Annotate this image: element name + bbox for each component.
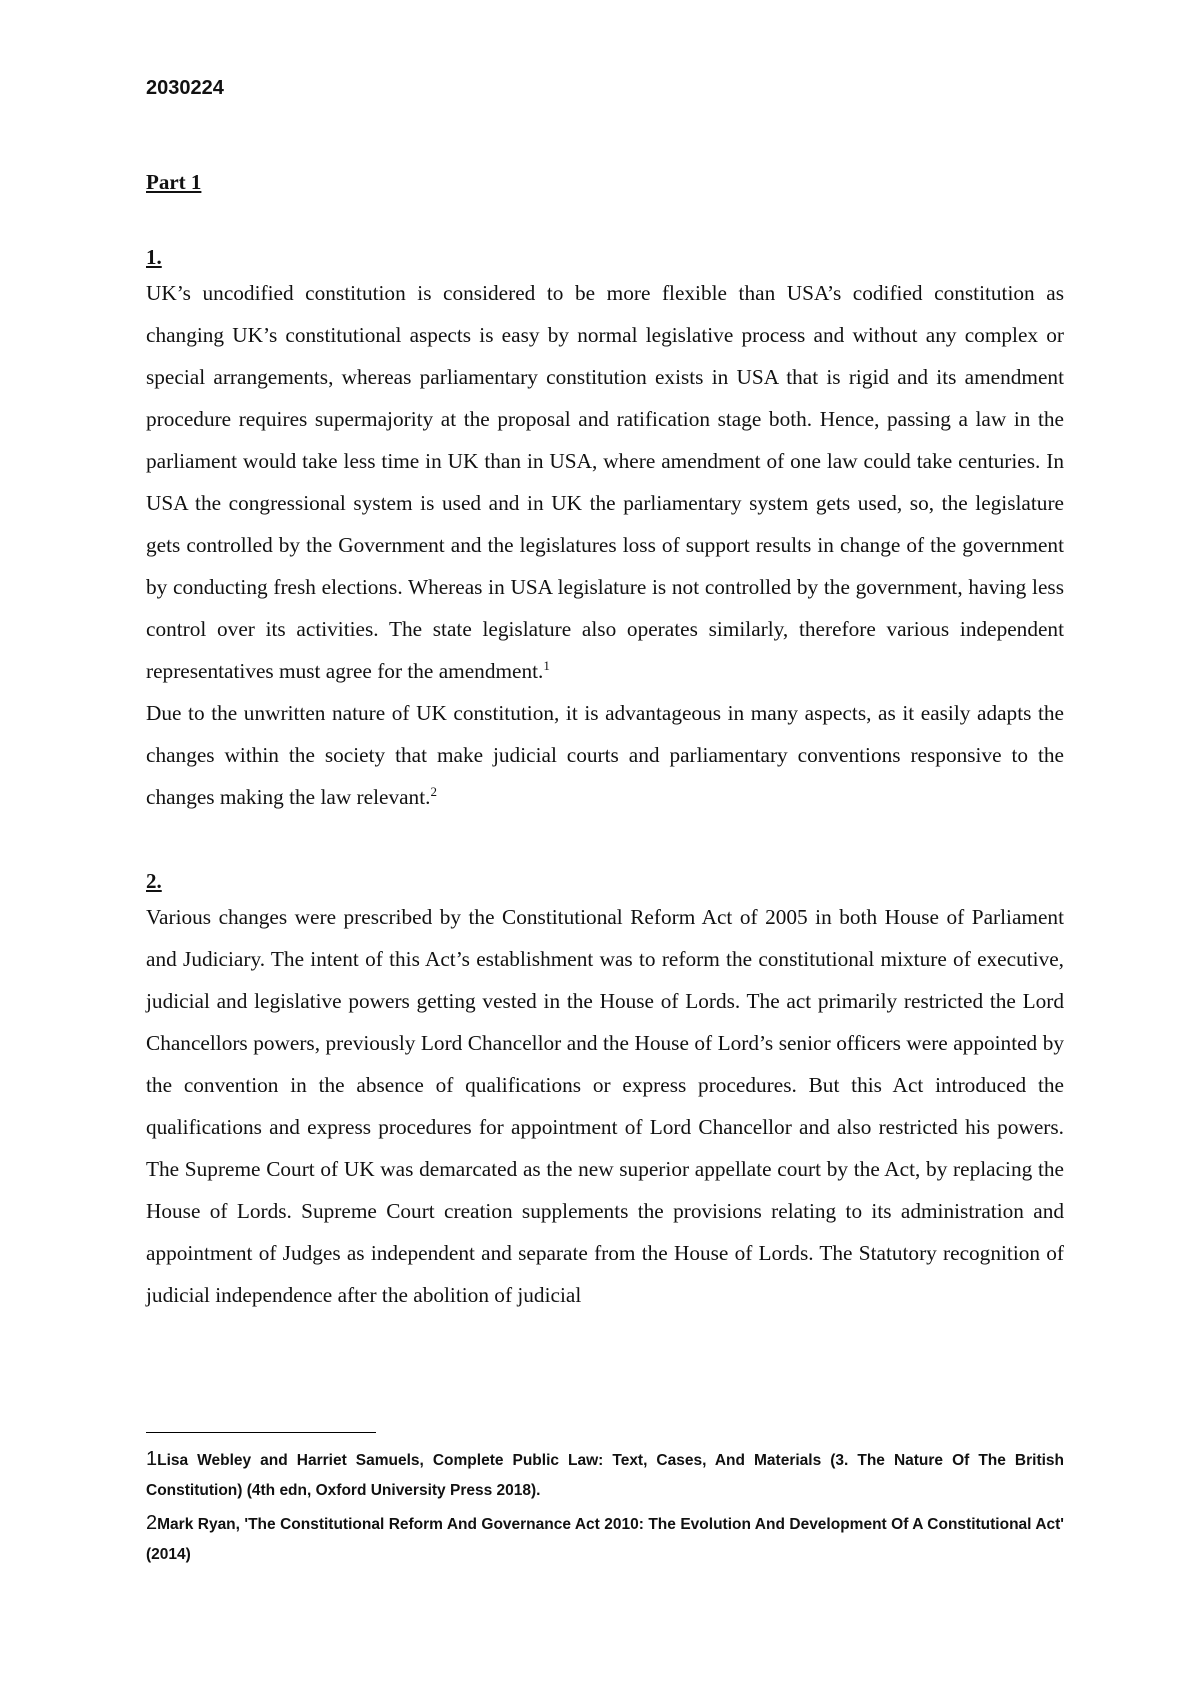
paragraph-text: UK’s uncodified constitution is considered to be more flexible than USA’s codified constitution as changing UK’s constitutional aspects is easy by normal legislative process and without any complex or special arrangements, whereas parliamentary constitution exists in USA that is rigid and its amendment procedure requires supermajority at the proposal and ratification stage both. Hence, passing a law in the parliament would take less time in UK than in USA, where amendment of one law could take centuries. In USA the congressional system is used and in UK the parliamentary system gets used, so, the legislature gets controlled by the Government and the legislatures loss of support results in change of the government by conducting fresh elections. Whereas in USA legislature is not controlled by the government, having less control over its activities. The state legislature also operates similarly, therefore various independent representatives must agree for the amendment. [146,281,1064,683]
body-paragraph [146,272,1064,692]
document-id: 2030224 [146,77,224,99]
paragraph-text: Due to the unwritten nature of UK constitution, it is advantageous in many aspects, as it easily adapts the changes within the society that make judicial courts and parliamentary conventions responsive to the changes making the law relevant. [146,701,1064,809]
footnote [146,1444,1064,1506]
footnote-text: Lisa Webley and Harriet Samuels, Complete Public Law: Text, Cases, And Materials (3. The Nature Of The British Constitution) (4th edn, Oxford University Press 2018). [146,1452,1064,1499]
body-paragraph [146,692,1064,818]
paragraph-text: Various changes were prescribed by the Constitutional Reform Act of 2005 in both House of Parliament and Judiciary. The intent of this Act’s establishment was to reform the constitutional mixture of executive, judicial and legislative powers getting vested in the House of Lords. The act primarily restricted the Lord Chancellors powers, previously Lord Chancellor and the House of Lord’s senior officers were appointed by the convention in the absence of qualifications or express procedures. But this Act introduced the qualifications and express procedures for appointment of Lord Chancellor and also restricted his powers. The Supreme Court of UK was demarcated as the new superior appellate court by the Act, by replacing the House of Lords. Supreme Court creation supplements the provisions relating to its administration and appointment of Judges as independent and separate from the House of Lords. The Statutory recognition of judicial independence after the abolition of judicial [146,905,1064,1307]
footnote-text: Mark Ryan, 'The Constitutional Reform And Governance Act 2010: The Evolution And Development Of A Constitutional Act' (2014) [146,1516,1064,1563]
section-number: 2. [146,869,162,893]
page-body [146,74,1064,1316]
part-title: Part 1 [146,170,202,194]
footnote [146,1508,1064,1570]
footnote-separator [146,1432,376,1433]
footnote-mark: 2 [146,1512,158,1534]
body-paragraph [146,896,1064,1316]
footnote-reference[interactable]: 1 [543,657,550,673]
footnote-mark: 1 [146,1448,158,1470]
footnotes [146,1444,1064,1572]
footnote-reference[interactable]: 2 [430,783,437,799]
section-number: 1. [146,245,162,269]
